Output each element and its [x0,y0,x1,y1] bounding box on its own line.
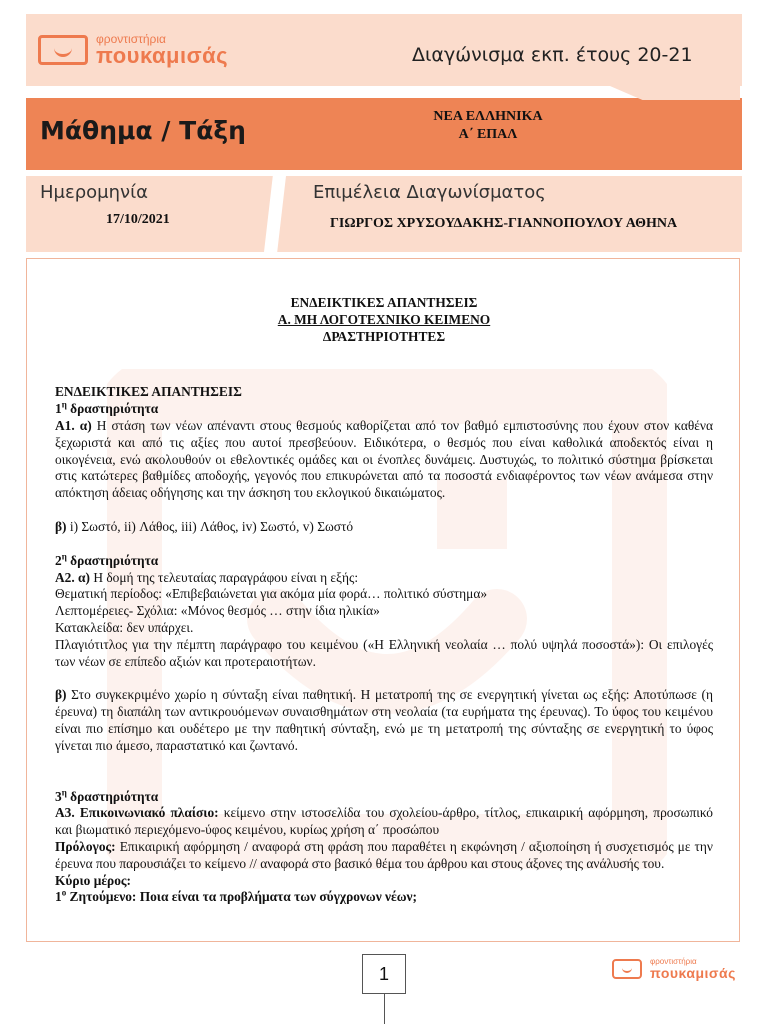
page-number-tick [384,994,385,1024]
brand-logo [38,30,228,70]
answer-a3-context: Α3. Επικοινωνιακό πλαίσιο: κείμενο στην ιστοσελίδα του σχολείου-άρθρο, τίτλος, επικαιρική αφόρμηση, προσωπικό και βιωματικό περιεχόμενο-ύφος κειμένου, κυρίως χρήση α΄ προσώπου [55,805,713,838]
answer-a2-line2: Λεπτομέρειες- Σχόλια: «Μόνος θεσμός … στην ίδια ηλικία» [55,603,380,619]
exam-title: Διαγώνισμα εκπ. έτους 20-21 [412,44,693,66]
answer-a2-line1: Θεματική περίοδος: «Επιβεβαιώνεται για ακόμα μία φορά… πολιτικό σύστημα» [55,586,488,602]
lesson-label: Μάθημα / Τάξη [40,116,246,145]
footer-logo [612,958,736,980]
activity-3-heading: $3^\eta$ δραστηριότητα [55,787,159,804]
logo-small-text: φροντιστήρια [96,32,166,46]
class-name: Α΄ ΕΠΑΛ [458,127,518,142]
footer-logo-brand-text: πουκαμισάς [650,965,736,981]
doc-heading: ΕΝΔΕΙΚΤΙΚΕΣ ΑΠΑΝΤΗΣΕΙΣ [290,295,478,310]
answer-a1a: Α1. α) Η στάση των νέων απέναντι στους θεσμούς καθορίζεται από τον βαθμό εμπιστοσύνης που έχουν στον καθένα ξεχωριστά και από τις αξίες που αυτοί πρεσβεύουν. Ειδικότερα, ο θεσμός που είναι καθολικά αποδεκτός είναι η οικογένεια, ενώ ακολουθούν οι εθελοντικές ομάδες και οι ένοπλες δυνάμεις. Δυστυχώς, το πολιτικό σύστημα βρίσκεται στις κατώτερες βαθμίδες αποδοχής, γεγονός που επικυρώνεται από τα ποσοστά ενδιαφέροντος των νέων ανάμεσα στην απόκτηση άδειας οδήγησης και την άσκηση του εκλογικού δικαιώματος. [55,417,713,501]
subject-name: ΝΕΑ ΕΛΛΗΝΙΚΑ [433,109,543,124]
footer-logo-small-text: φροντιστήρια [650,957,697,966]
answers-document [55,295,713,906]
activity-2-heading: $2^\eta$ δραστηριότητα [55,551,159,568]
answer-a3-main: Κύριο μέρος: [55,872,132,888]
answer-a2-line4: Πλαγιότιτλος για την πέμπτη παράγραφο του κειμένου («Η Ελληνική νεολαία … πολύ υψηλά ποσοστά»): Οι επιλογές των νέων σε επίπεδο αξιών και προτεραιοτήτων. [55,636,713,669]
doc-section-heading: Α. ΜΗ ΛΟΓΟΤΕΧΝΙΚΟ ΚΕΙΜΕΝΟ [277,311,491,327]
editors-value: ΓΙΩΡΓΟΣ ΧΡΥΣΟΥΔΑΚΗΣ-ΓΙΑΝΝΟΠΟΥΛΟΥ ΑΘΗΝΑ [330,216,678,231]
answer-a2-line3: Κατακλείδα: δεν υπάρχει. [55,619,194,635]
answer-a3-prologue: Πρόλογος: Επικαιρική αφόρμηση / αναφορά στη φράση που παραθέτει η εκφώνηση / αξιοποίηση ή συσχετισμός με την έρευνα που παρουσιάζει το κείμενο // αναφορά στο βασικό θέμα του άρθρου και στους άξονες της ανάλυσής του. [55,838,713,871]
content-frame [26,258,740,942]
answer-a2b: β) Στο συγκεκριμένο χωρίο η σύνταξη είναι παθητική. Η μετατροπή της σε ενεργητική γίνεται ως εξής: Αποτύπωσε (η έρευνα) τη διαπάλη των αντικρουόμενων συναισθημάτων στη νεολαία (τα ευρήματα της έρευνας). Το ύφος του κειμένου είναι πιο επίσημο και ουδέτερο με την παθητική σύνταξη, ενώ με τη μετατροπή της σύνταξης σε ενεργητική το ύφος γίνεται πιο άμεσο, παραστατικό και ζωντανό. [55,687,713,753]
subject-block [360,108,616,144]
answers-title: ΕΝΔΕΙΚΤΙΚΕΣ ΑΠΑΝΤΗΣΕΙΣ [55,384,242,400]
editors-label: Επιμέλεια Διαγωνίσματος [313,182,546,203]
logo-brand-text: πουκαμισάς [96,43,229,68]
activity-1-heading: $1^\eta$ δραστηριότητα [55,399,159,417]
answer-a2a: Α2. α) Η δομή της τελευταίας παραγράφου είναι η εξής: [55,569,359,585]
page-number: 1 [362,954,406,994]
answer-a3-question1: $1^o$ Ζητούμενο: Ποια είναι τα προβλήματα των σύγχρονων νέων; [55,887,417,905]
doc-subheading: ΔΡΑΣΤΗΡΙΟΤΗΤΕΣ [322,328,446,344]
date-value: 17/10/2021 [106,212,170,227]
answer-a1b: β) i) Σωστό, ii) Λάθος, iii) Λάθος, iv) Σωστό, v) Σωστό [55,518,354,534]
footer-smile-logo-icon [612,959,642,979]
date-label: Ημερομηνία [40,182,149,203]
smile-logo-icon [38,35,88,65]
